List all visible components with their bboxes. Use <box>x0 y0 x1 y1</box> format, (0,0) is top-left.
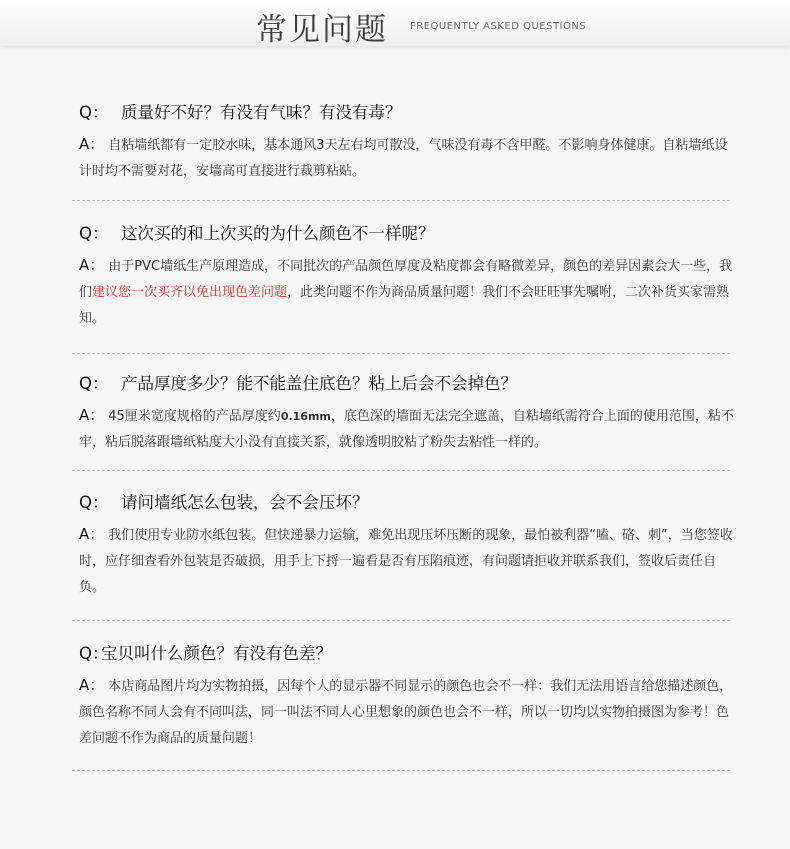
faq-header <box>0 0 790 46</box>
faq-answer <box>79 402 739 456</box>
answer-text: 我们使用专业防水纸包装。但快递暴力运输，难免出现压坏压断的现象，最怕被利器“嗑、硌、刺”，当您签收时，应仔细查看外包装是否破损，用手上下捋一遍看是否有压陷痕迹，有问题请拒收并联系我们，签收后责任自负。 <box>79 528 733 595</box>
question-label: Q： <box>79 493 109 512</box>
faq-subtitle: FREQUENTLY ASKED QUESTIONS <box>410 21 587 32</box>
thickness-value: 0.16mm <box>280 410 331 423</box>
faq-item-packaging <box>79 491 739 601</box>
question-label: Q： <box>79 103 109 122</box>
faq-answer <box>79 672 739 752</box>
answer-label: A： <box>79 406 105 424</box>
answer-text: 45厘米宽度规格的产品厚度约 <box>108 409 281 424</box>
answer-text: 本店商品图片均为实物拍摄，因每个人的显示器不同显示的颜色也会不一样：我们无法用语言给您描述颜色，颜色名称不同人会有不同叫法，同一叫法不同人心里想象的颜色也会不一样，所以一切均以实物拍摄图为参考！色差问题不作为商品的质量问题！ <box>79 679 733 746</box>
answer-highlight: 建议您一次买齐以免出现色差问题 <box>92 285 288 300</box>
question-text: 产品厚度多少？能不能盖住底色？粘上后会不会掉色？ <box>121 374 517 393</box>
question-text: 这次买的和上次买的为什么颜色不一样呢？ <box>121 224 435 243</box>
faq-question <box>79 642 739 666</box>
answer-label: A： <box>79 256 105 274</box>
faq-item-thickness <box>79 372 739 456</box>
question-label: Q： <box>79 224 109 243</box>
faq-question <box>79 372 739 396</box>
question-text: 质量好不好？有没有气味？有没有毒？ <box>121 103 402 122</box>
faq-item-color-difference <box>79 642 739 752</box>
faq-question <box>79 491 739 515</box>
question-text: 请问墙纸怎么包装，会不会压坏？ <box>121 493 369 512</box>
answer-text-end: ，底色深的墙面无法完全遮盖，自粘墙纸需符合上面的使用范围，粘不牢，粘后脱落跟墙纸粘度大小没有直接关系，就像透明胶粘了粉失去粘性一样的。 <box>79 409 734 450</box>
divider <box>72 470 730 471</box>
faq-answer <box>79 521 739 601</box>
answer-text-end: ，此类问题不作为商品质量问题！我们不会旺旺事先嘱咐，二次补货买家需熟知。 <box>79 285 730 326</box>
question-label: Q： <box>79 644 109 663</box>
answer-label: A： <box>79 525 105 543</box>
answer-text: 自粘墙纸都有一定胶水味，基本通风3天左右均可散没，气味没有毒不含甲醛。不影响身体健康。自粘墙纸设计时均不需要对花，安墙高可直接进行裁剪粘贴。 <box>79 138 728 179</box>
faq-answer <box>79 252 739 332</box>
faq-question <box>79 222 739 246</box>
faq-item-color-batch <box>79 222 739 332</box>
divider <box>72 200 730 201</box>
divider <box>72 353 730 354</box>
answer-text: 由于PVC墙纸生产原理造成，不同批次的产品颜色厚度及粘度都会有略微差异，颜色的差异因素会大一些，我们 <box>79 259 733 300</box>
faq-question <box>79 101 739 125</box>
answer-label: A： <box>79 135 105 153</box>
faq-answer <box>79 131 739 185</box>
divider <box>72 770 730 771</box>
faq-item-quality <box>79 101 739 185</box>
question-label: Q： <box>79 374 109 393</box>
divider <box>72 620 730 621</box>
faq-title: 常见问题 <box>256 12 388 48</box>
answer-label: A： <box>79 676 105 694</box>
question-text: 宝贝叫什么颜色？有没有色差？ <box>101 644 332 663</box>
